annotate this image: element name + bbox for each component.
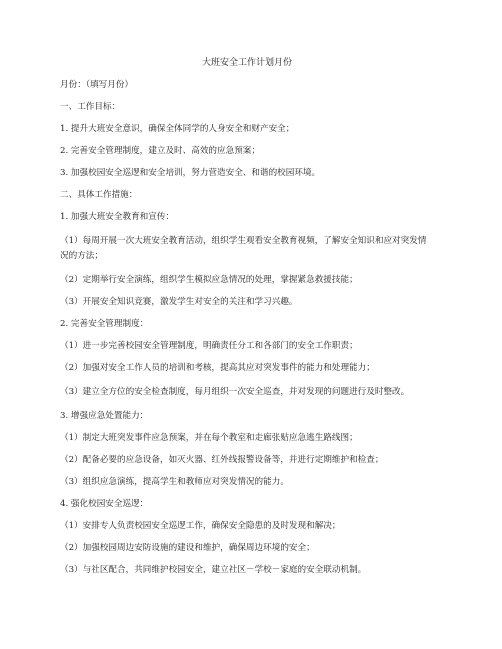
measure-item: （2）配备必要的应急设备，如灭火器、红外线报警设备等，并进行定期维护和检查； — [60, 455, 384, 465]
measure-item: （3）与社区配合，共同维护校园安全，建立社区－学校－家庭的安全联动机制。 — [60, 565, 367, 575]
goal-item: 1. 提升大班安全意识，确保全体同学的人身安全和财产安全； — [60, 124, 295, 134]
measure-item: （3）开展安全知识竞赛，激发学生对安全的关注和学习兴趣。 — [60, 297, 298, 307]
measure-heading: 1. 加强大班安全教育和宣传： — [60, 212, 175, 222]
measure-heading: 2. 完善安全管理制度： — [60, 319, 149, 329]
section-heading-goals: 一、工作目标： — [60, 102, 121, 112]
measure-item: （2）加强校园周边安防设施的建设和维护，确保周边环境的安全； — [60, 543, 315, 553]
measure-item: （3）组织应急演练，提高学生和教师应对突发情况的能力。 — [60, 477, 289, 487]
measure-item: （2）加强对安全工作人员的培训和考核，提高其应对突发事件的能力和处理能力； — [60, 363, 375, 373]
goal-item: 2. 完善安全管理制度，建立及时、高效的应急预案； — [60, 146, 260, 156]
page-title: 大班安全工作计划月份 — [201, 58, 292, 68]
measure-item: （2）定期举行安全演练，组织学生模拟应急情况的处理，掌握紧急救援技能； — [60, 275, 358, 285]
measure-item: （1）进一步完善校园安全管理制度，明确责任分工和各部门的安全工作职责； — [60, 341, 358, 351]
measure-heading: 3. 增强应急处置能力： — [60, 411, 149, 421]
measure-heading: 4. 强化校园安全巡逻： — [60, 499, 149, 509]
month-line: 月份：（填写月份） — [60, 80, 134, 90]
section-heading-measures: 二、具体工作措施： — [60, 190, 138, 200]
goal-item: 3. 加强校园安全巡逻和安全培训，努力营造安全、和谐的校园环境。 — [60, 168, 321, 178]
measure-item: （1）制定大班突发事件应急预案，并在每个教室和走廊张贴应急逃生路线图； — [60, 433, 358, 443]
measure-item: （3）建立全方位的安全检查制度，每月组织一次安全巡查，并对发现的问题进行及时整改。 — [60, 387, 410, 397]
measure-item: （1）安排专人负责校园安全巡逻工作，确保安全隐患的及时发现和解决； — [60, 521, 341, 531]
measure-item: （1）每周开展一次大班安全教育活动，组织学生观看安全教育视频，了解安全知识和应对突发情况的方法； — [60, 236, 427, 261]
